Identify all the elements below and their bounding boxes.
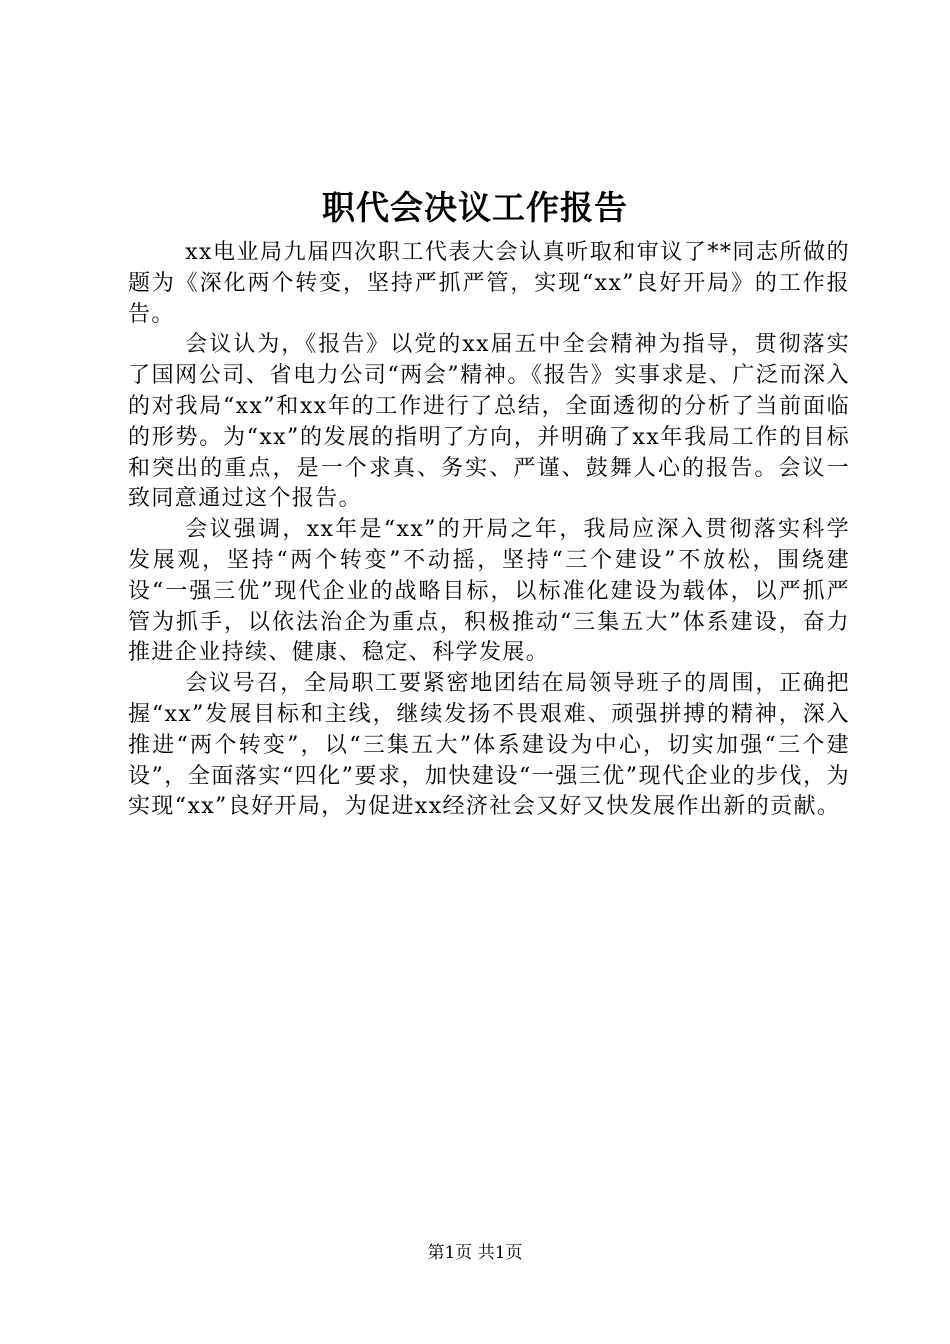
document-title: 职代会决议工作报告 — [322, 188, 628, 227]
paragraph: xx电业局九届四次职工代表大会认真听取和审议了**同志所做的题为《深化两个转变，坚持严抓严管，实现“xx”良好开局》的工作报告。 — [128, 240, 850, 327]
paragraph: 会议强调，xx年是“xx”的开局之年，我局应深入贯彻落实科学发展观，坚持“两个转变”不动摇，坚持“三个建设”不放松，围绕建设“一强三优”现代企业的战略目标，以标准化建设为载体，以严抓严管为抓手，以依法治企为重点，积极推动“三集五大”体系建设，奋力推进企业持续、健康、稳定、科学发展。 — [128, 517, 850, 666]
paragraph: 会议号召，全局职工要紧密地团结在局领导班子的周围，正确把握“xx”发展目标和主线，继续发扬不畏艰难、顽强拼搏的精神，深入推进“两个转变”，以“三集五大”体系建设为中心，切实加强“三个建设”，全面落实“四化”要求，加快建设“一强三优”现代企业的步伐，为实现“xx”良好开局，为促进xx经济社会又好又快发展作出新的贡献。 — [128, 671, 850, 820]
document-body — [128, 238, 850, 823]
paragraph: 会议认为，《报告》以党的xx届五中全会精神为指导，贯彻落实了国网公司、省电力公司“两会”精神。《报告》实事求是、广泛而深入的对我局“xx”和xx年的工作进行了总结，全面透彻的分析了当前面临的形势。为“xx”的发展的指明了方向，并明确了xx年我局工作的目标和突出的重点，是一个求真、务实、严谨、鼓舞人心的报告。会议一致同意通过这个报告。 — [128, 332, 850, 512]
page-footer: 第1页 共1页 — [427, 1243, 523, 1263]
